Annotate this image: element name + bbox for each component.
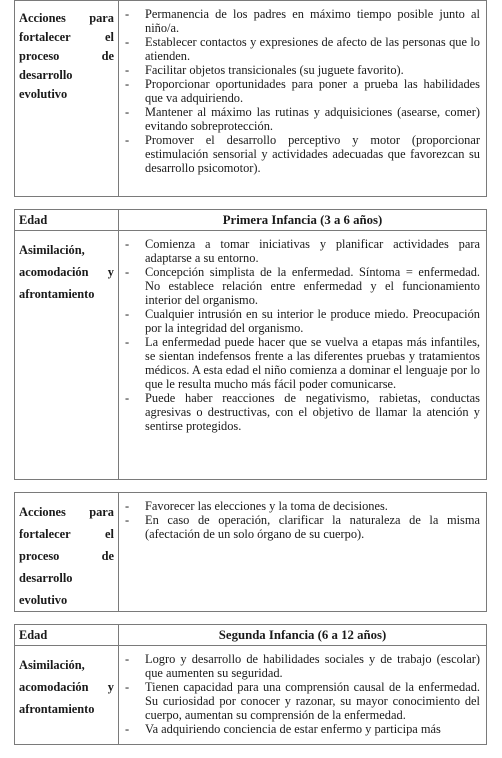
row-content-cell (119, 493, 487, 612)
row-label: Asimilación, acomodación y afrontamiento (19, 243, 114, 301)
row-content-cell (119, 646, 487, 745)
age-label-cell (15, 625, 119, 646)
table-spacer (15, 612, 487, 625)
age-label-cell (15, 210, 119, 231)
list-item: - Mantener al máximo las rutinas y adquisiciones (asearse, comer) evitando sobreprotección. (119, 105, 480, 133)
list-item: - Concepción simplista de la enfermedad. Síntoma = enfermedad. No establece relación entre enfermedad y el funcionamiento interior del organismo. (119, 265, 480, 307)
row-label: Asimilación, acomodación y afrontamiento (19, 658, 114, 716)
bullet-list (119, 231, 486, 441)
age-header-row (15, 210, 487, 231)
list-item: - Cualquier intrusión en su interior le produce miedo. Preocupación por la integridad del organismo. (119, 307, 480, 335)
bullet-list (119, 646, 486, 744)
table-row (15, 493, 487, 612)
list-item: - Proporcionar oportunidades para poner a prueba las habilidades que va adquiriendo. (119, 77, 480, 105)
development-table (14, 0, 487, 745)
age-header-row (15, 625, 487, 646)
list-item: - Va adquiriendo conciencia de estar enfermo y participa más (119, 722, 480, 736)
list-item: - Favorecer las elecciones y la toma de decisiones. (119, 499, 480, 513)
age-title-cell (119, 210, 487, 231)
row-content-cell (119, 231, 487, 480)
list-item: - Facilitar objetos transicionales (su juguete favorito). (119, 63, 480, 77)
row-label-cell (15, 646, 119, 745)
row-content-cell (119, 1, 487, 197)
row-label-cell (15, 231, 119, 480)
list-item: - Puede haber reacciones de negativismo, rabietas, conductas agresivas o destructivas, con el objetivo de llamar la atención y sentirse protegidos. (119, 391, 480, 433)
bullet-list (119, 493, 486, 549)
list-item: - La enfermedad puede hacer que se vuelva a etapas más infantiles, se sientan indefensos frente a las diferentes pruebas y tratamientos médicos. A esta edad el niño comienza a dominar el lenguaje por lo que le resulta mucho más fácil poder comunicarse. (119, 335, 480, 391)
table-row (15, 646, 487, 745)
table-row (15, 1, 487, 197)
table-spacer (15, 480, 487, 493)
age-title: Segunda Infancia (6 a 12 años) (218, 628, 387, 642)
list-item: - Logro y desarrollo de habilidades sociales y de trabajo (escolar) que aumenten su seguridad. (119, 652, 480, 680)
list-item: - Permanencia de los padres en máximo tiempo posible junto al niño/a. (119, 7, 480, 35)
list-item: - En caso de operación, clarificar la naturaleza de la misma (afectación de un solo órgano de su cuerpo). (119, 513, 480, 541)
row-label: Acciones para fortalecer el proceso de desarrollo evolutivo (19, 505, 114, 607)
row-label-cell (15, 1, 119, 197)
age-title: Primera Infancia (3 a 6 años) (222, 213, 383, 227)
bullet-list (119, 1, 486, 183)
list-item: - Promover el desarrollo perceptivo y motor (proporcionar estimulación sensorial y actividades adecuadas que favorezcan su desarrollo psicomotor). (119, 133, 480, 175)
list-item: - Tienen capacidad para una comprensión causal de la enfermedad. Su curiosidad por conocer y razonar, su mayor conocimiento del cuerpo, aumentan su comprensión de la enfermedad. (119, 680, 480, 722)
row-label: Acciones para fortalecer el proceso de desarrollo evolutivo (19, 11, 114, 101)
list-item: - Establecer contactos y expresiones de afecto de las personas que lo atienden. (119, 35, 480, 63)
age-title-cell (119, 625, 487, 646)
age-label: Edad (19, 628, 48, 642)
table-spacer (15, 197, 487, 210)
list-item: - Comienza a tomar iniciativas y planificar actividades para adaptarse a su entorno. (119, 237, 480, 265)
table-row (15, 231, 487, 480)
age-label: Edad (19, 213, 48, 227)
row-label-cell (15, 493, 119, 612)
